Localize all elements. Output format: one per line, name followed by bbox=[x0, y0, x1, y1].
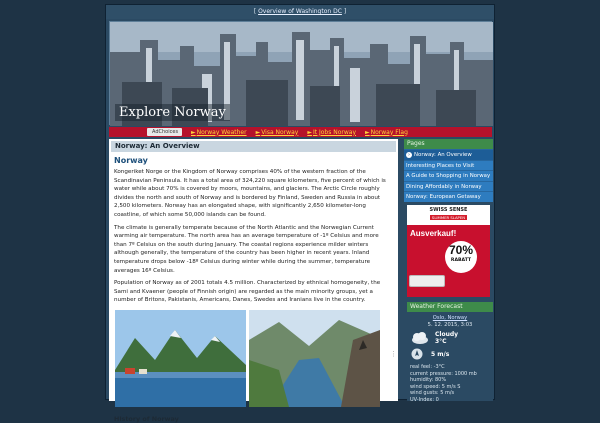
fjord-photo-1 bbox=[115, 310, 246, 407]
article-header: Norway: An Overview bbox=[111, 141, 396, 152]
sidebar-item-label: Dining Affordably in Norway bbox=[406, 183, 482, 190]
weather-widget bbox=[407, 313, 493, 401]
ad-tagline: SLIMMER SLAPEN bbox=[431, 215, 466, 220]
weather-wind-row bbox=[407, 348, 493, 360]
weather-wind: 5 m/s bbox=[431, 350, 450, 358]
sidebar-item-label: Norway: An Overview bbox=[414, 152, 472, 158]
weather-details bbox=[407, 364, 493, 404]
arrow-right-icon: ► bbox=[255, 128, 261, 136]
weather-location-link[interactable]: Oslo, Norway bbox=[432, 315, 468, 321]
nav-link-label: Norway Weather bbox=[196, 128, 247, 136]
sidebar-item-places[interactable] bbox=[404, 160, 493, 171]
nav-link-visa[interactable] bbox=[256, 129, 299, 136]
main-content bbox=[109, 139, 398, 423]
ad-brand: SWISS SENSE bbox=[429, 207, 468, 213]
ad-header bbox=[407, 205, 490, 225]
weather-detail-line: humidity: 80% bbox=[410, 377, 447, 384]
top-nav-bar bbox=[109, 127, 492, 137]
article-title: Norway bbox=[114, 156, 148, 165]
weather-temperature: 3°C bbox=[435, 338, 447, 345]
arrow-right-icon: ► bbox=[365, 128, 370, 136]
weather-detail-line: real feel: -3°C bbox=[410, 364, 445, 370]
fjord-photo-2 bbox=[249, 310, 380, 407]
ad-body bbox=[407, 225, 490, 297]
weather-detail-line: current pressure: 1000 mb bbox=[410, 370, 477, 377]
sidebar-item-label: A Guide to Shopping in Norway bbox=[406, 173, 491, 179]
nav-link-label: Visa Norway bbox=[261, 128, 299, 136]
adchoices-badge[interactable]: AdChoices bbox=[147, 128, 182, 136]
weather-detail-line: UV-Index: 0 bbox=[410, 396, 439, 403]
photo-row bbox=[115, 310, 397, 407]
nav-link-flag[interactable] bbox=[365, 129, 408, 136]
ad-percent: 70% bbox=[448, 243, 474, 257]
pages-heading: Pages bbox=[404, 139, 493, 149]
nav-link-label: It Jobs Norway bbox=[312, 128, 357, 136]
arrow-right-icon: ► bbox=[191, 128, 196, 136]
header-banner bbox=[109, 21, 492, 125]
sidebar-item-overview[interactable] bbox=[404, 149, 493, 160]
ad-rabatt: RABATT bbox=[450, 258, 472, 263]
weather-condition-block bbox=[435, 331, 458, 345]
article-paragraph: Population of Norway as of 2001 totals 4.5 million. Characterized by ethnical homogeneity, the Sami and Kvaener (people of Finnish origin) are regarded as the main minority groups, yet a number of Britons, Pakistanis, Americans, Danes, Swedes and Iranians live in the country. bbox=[114, 280, 381, 304]
weather-condition: Cloudy bbox=[435, 331, 459, 338]
right-sidebar bbox=[404, 139, 493, 401]
ad-sale-text: Ausverkauf! bbox=[410, 229, 457, 238]
top-link-bar: [ Overview of Washington DC ] bbox=[106, 5, 494, 19]
ad-discount-badge bbox=[445, 241, 477, 273]
article-paragraph: Kongeriket Norge or the Kingdom of Norway comprises 40% of the western fraction of the Scandinavian Peninsula. It has a total area of 324,220 square kilometers, five percent of which is water while about 70% is covered by moors, mountains, and glaciers. The Arctic Circle roughly divides the north and south of Norway and is bordered by Finland, Sweden and Russia in about 2,500 kilometers. Norway has an elongated shape, with significantly 2,650 kilometer-long coastline, of which some 50,000 islands can be found. bbox=[114, 169, 386, 218]
mattress-image bbox=[409, 275, 445, 287]
advertisement-banner[interactable] bbox=[407, 205, 490, 297]
weather-heading: Weather Forecast bbox=[407, 302, 493, 312]
sidebar-item-label: Norway: European Getaway bbox=[406, 194, 481, 200]
weather-detail-line: wind speed: 5 m/s S bbox=[410, 383, 461, 390]
page-frame bbox=[105, 4, 495, 423]
more-photos-indicator: ⋮ bbox=[390, 349, 397, 358]
overview-dc-link[interactable]: Overview of Washington DC bbox=[258, 8, 342, 15]
nav-link-weather[interactable] bbox=[191, 129, 247, 136]
cloud-icon bbox=[411, 332, 429, 344]
nav-link-label: Norway Flag bbox=[370, 128, 408, 136]
section-heading-history: History of Norway bbox=[114, 414, 179, 423]
article-paragraph: The climate is generally temperate because of the North Atlantic and the Norwegian Current warming air temperature. The north area has an average temperature of -1º Celsius and more than 7º Celsius on the south during January. The coastal regions experience milder winters although generally, the temperature of the country has been higher in recent years. Inland temperature drops below -18º Celsius during winter while during the summer, temperature averages 16º Celsius. bbox=[114, 224, 379, 274]
sidebar-item-dining[interactable] bbox=[404, 181, 493, 192]
weather-detail-line: wind gusts: 5 m/s bbox=[410, 390, 455, 397]
sidebar-item-shopping[interactable] bbox=[404, 170, 493, 181]
nav-link-jobs[interactable] bbox=[307, 129, 356, 136]
weather-date: 5. 12. 2015, 3:03 bbox=[427, 322, 473, 328]
sidebar-item-getaway[interactable] bbox=[404, 191, 493, 202]
bullet-arrow-icon: › bbox=[408, 151, 410, 158]
arrow-right-icon: ► bbox=[307, 128, 312, 136]
weather-condition-row bbox=[407, 331, 493, 345]
sidebar-item-label: Interesting Places to Visit bbox=[406, 162, 475, 169]
wind-direction-icon bbox=[411, 348, 423, 360]
site-title: Explore Norway bbox=[115, 104, 230, 121]
